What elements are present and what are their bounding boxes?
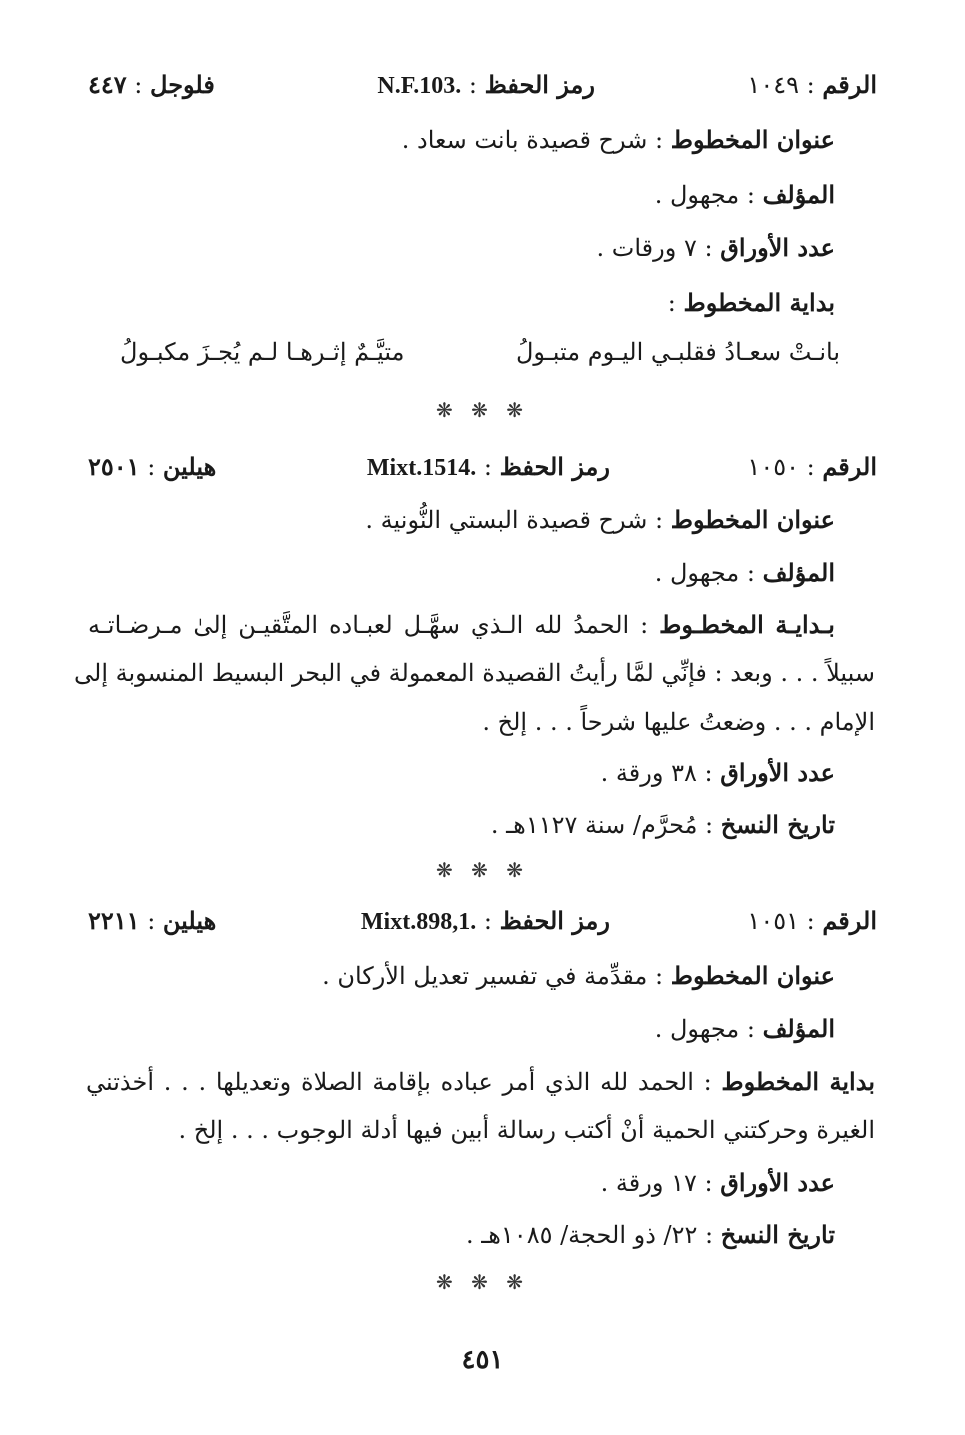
- shelfmark-label: رمز الحفظ: [484, 70, 595, 99]
- entry-1049-verse-first-hemistich: بانـتْ سعـادُ فقلبـي اليـوم متبـولُ: [515, 338, 840, 366]
- entry-1049-verse-second-hemistich: متيَّـمٌ إثـرهـا لـم يُجـزَ مكبـولُ: [120, 338, 405, 366]
- entry-1051-author: المؤلف : مجهول .: [654, 1014, 835, 1043]
- entry-1050-author: المؤلف : مجهول .: [654, 558, 835, 587]
- separator-1: ❋ ❋ ❋: [436, 398, 529, 422]
- catalog-ref-label: فلوجل: [150, 70, 215, 99]
- entry-1049-shelfmark: رمز الحفظ : N.F.103.: [377, 70, 595, 99]
- entry-1050-title: عنوان المخطوط : شرح قصيدة البستي النُّونية .: [365, 505, 835, 534]
- entry-1049-incipit-label: بداية المخطوط :: [667, 288, 835, 317]
- page-number: ٤٥١: [461, 1345, 504, 1375]
- entry-1050-copy-date: تاريخ النسخ : مُحرَّم/ سنة ١١٢٧هـ .: [490, 810, 835, 839]
- entry-1051-incipit-line-2: الغيرة وحركتني الحمية أنْ أكتب رسالة أبين فيها أدلة الوجوب . . . إلخ .: [178, 1116, 875, 1144]
- entry-1051-shelfmark: رمز الحفظ : Mixt.898,1.: [360, 906, 610, 935]
- number-value: ١٠٤٩: [747, 71, 799, 99]
- entry-1051-number: الرقم : ١٠٥١: [747, 906, 877, 935]
- entry-1049-folios: عدد الأوراق : ٧ ورقات .: [596, 233, 835, 262]
- entry-1051-incipit-line-1: بداية المخطوط : الحمد لله الذي أمر عباده بإقامة الصلاة وتعديلها . . . أخذتني: [86, 1067, 875, 1096]
- separator-2: ❋ ❋ ❋: [436, 858, 529, 882]
- entry-1051-copy-date: تاريخ النسخ : ٢٢/ ذو الحجة/ ١٠٨٥هـ .: [465, 1220, 835, 1249]
- entry-1050-incipit-line-2: سبيلاً . . . وبعد : فإنِّي لمَّا رأيتُ القصيدة المعمولة في البحر البسيط المنسوبة إلى: [74, 659, 875, 687]
- entry-1049-catalog-ref: فلوجل : ٤٤٧: [88, 70, 215, 99]
- shelfmark-value: N.F.103.: [377, 73, 462, 99]
- entry-1049-author: المؤلف : مجهول .: [654, 180, 835, 209]
- entry-1049-title: عنوان المخطوط : شرح قصيدة بانت سعاد .: [401, 125, 835, 154]
- entry-1049-number: الرقم : ١٠٤٩: [747, 70, 877, 99]
- entry-1050-catalog-ref: هيلين : ٢٥٠١: [88, 452, 217, 481]
- entry-1050-incipit-line-1: بـدايـة المخطـوط : الحمدُ لله الـذي سهَّـل لعبـاده المتَّقيـن إلىٰ مـرضـاتـه: [88, 610, 835, 639]
- entry-1051-title: عنوان المخطوط : مقدِّمة في تفسير تعديل الأركان .: [322, 961, 835, 990]
- catalog-ref-value: ٤٤٧: [88, 70, 127, 99]
- entry-1050-number: الرقم : ١٠٥٠: [747, 452, 877, 481]
- entry-1051-folios: عدد الأوراق : ١٧ ورقة .: [600, 1168, 835, 1197]
- entry-1051-catalog-ref: هيلين : ٢٢١١: [88, 906, 217, 935]
- entry-1050-incipit-line-3: الإمام . . . وضعتُ عليها شرحاً . . . إلخ .: [482, 708, 875, 736]
- entry-1050-shelfmark: رمز الحفظ : Mixt.1514.: [366, 452, 610, 481]
- number-label: الرقم: [822, 70, 877, 99]
- separator-3: ❋ ❋ ❋: [436, 1270, 529, 1294]
- entry-1050-folios: عدد الأوراق : ٣٨ ورقة .: [600, 758, 835, 787]
